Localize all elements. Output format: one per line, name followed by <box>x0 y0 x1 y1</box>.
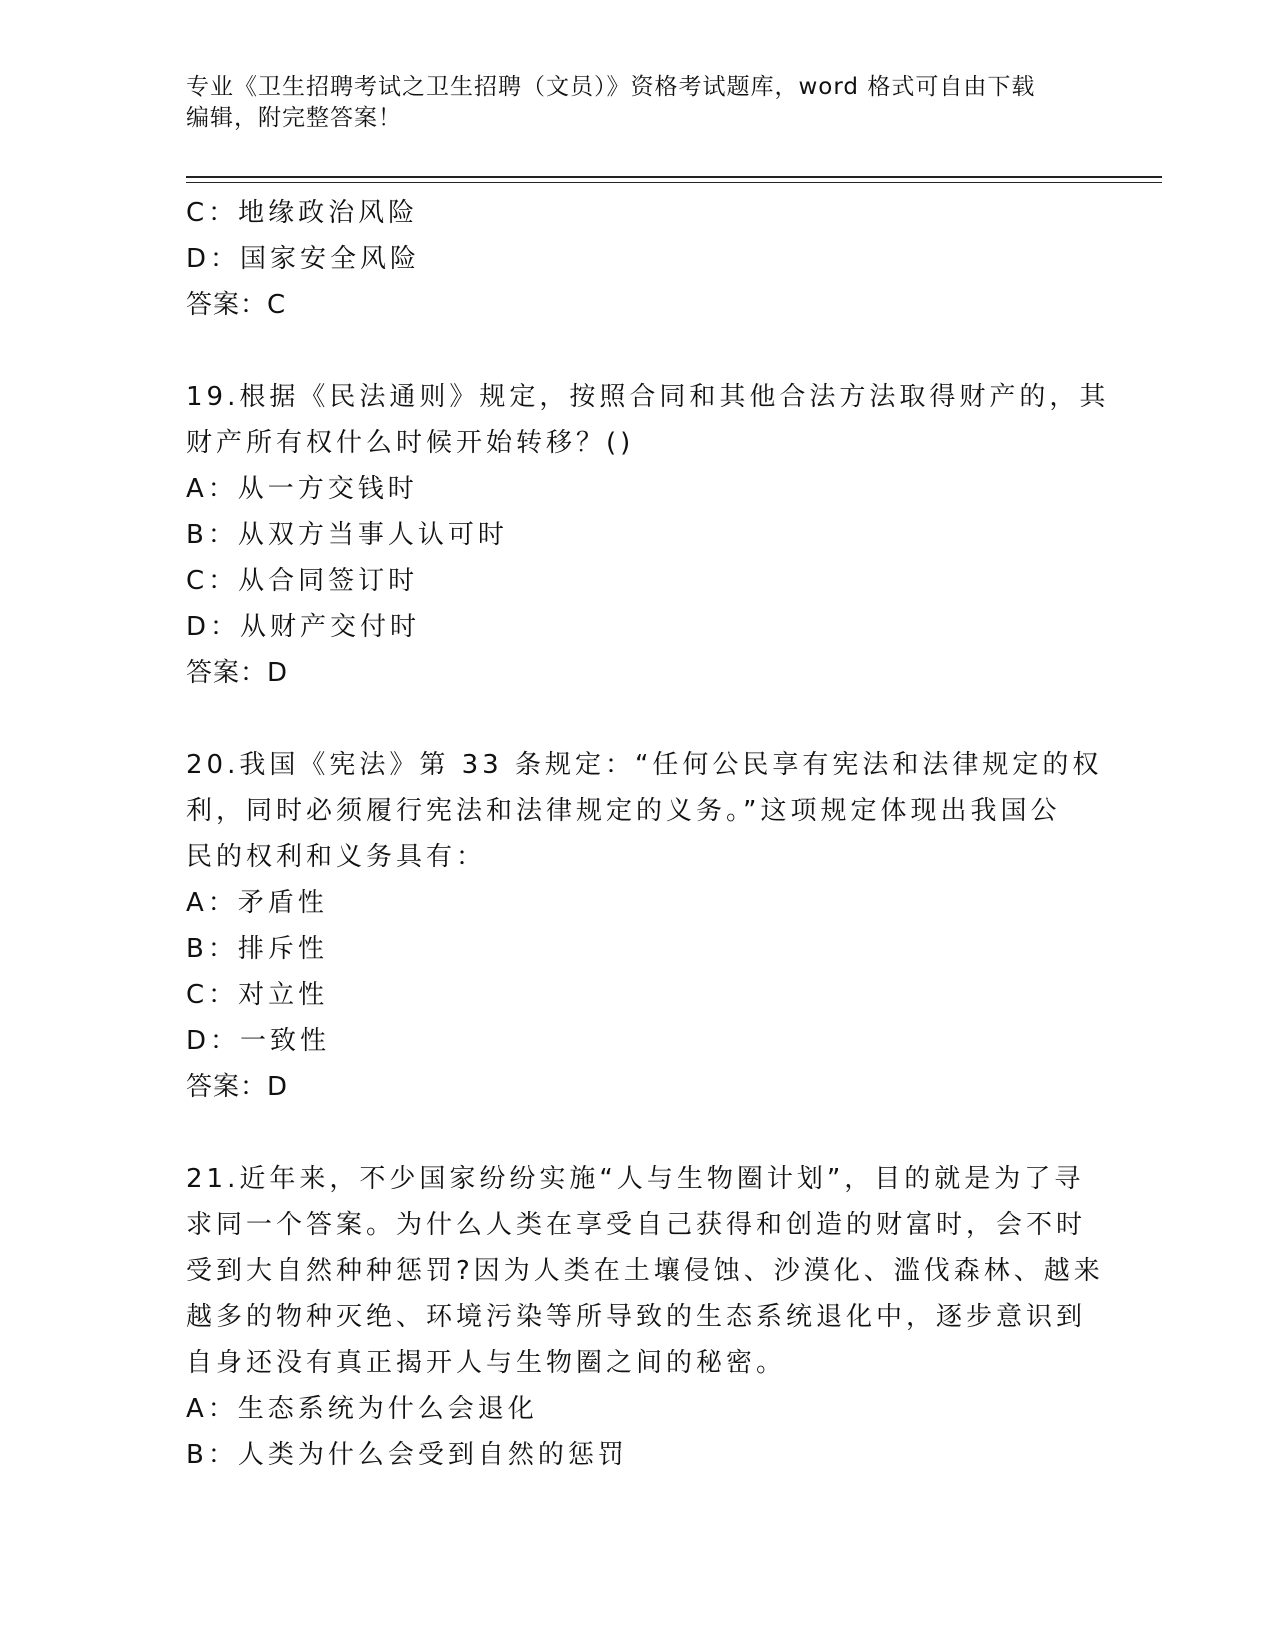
question-text-line: 利，同时必须履行宪法和法律规定的义务。”这项规定体现出我国公 <box>186 796 1061 826</box>
answer-line: 答案：C <box>186 290 287 320</box>
answer-line: 答案：D <box>186 658 289 688</box>
option-a: A：生态系统为什么会退化 <box>186 1394 538 1424</box>
question-21 <box>186 1156 1104 1478</box>
option-b: B：人类为什么会受到自然的惩罚 <box>186 1440 628 1470</box>
option-d: D：一致性 <box>186 1026 331 1056</box>
question-text-line: 民的权利和义务具有： <box>186 842 487 872</box>
header-line-2: 编辑，附完整答案！ <box>186 105 402 131</box>
question-text-line: 受到大自然种种惩罚?因为人类在土壤侵蚀、沙漠化、滥伐森林、越来 <box>186 1256 1104 1286</box>
question-20 <box>186 742 1103 1110</box>
option-a: A：从一方交钱时 <box>186 474 418 504</box>
option-c: C：地缘政治风险 <box>186 198 419 228</box>
spacer <box>186 328 1086 374</box>
answer-line: 答案：D <box>186 1072 289 1102</box>
question-text-line: 越多的物种灭绝、环境污染等所导致的生态系统退化中，逐步意识到 <box>186 1302 1087 1332</box>
question-text-line: 21.近年来，不少国家纷纷实施“人与生物圈计划”，目的就是为了寻 <box>186 1164 1085 1194</box>
question-text-line: 财产所有权什么时候开始转移？() <box>186 428 635 458</box>
spacer <box>186 1110 1086 1156</box>
question-text-line: 20.我国《宪法》第 33 条规定：“任何公民享有宪法和法律规定的权 <box>186 750 1103 780</box>
option-a: A：矛盾性 <box>186 888 328 918</box>
document-header <box>186 72 1066 134</box>
option-b: B：从双方当事人认可时 <box>186 520 508 550</box>
option-c: C：对立性 <box>186 980 329 1010</box>
header-line-1: 专业《卫生招聘考试之卫生招聘（文员）》资格考试题库，word 格式可自由下载 <box>186 74 1036 100</box>
question-text-line: 19.根据《民法通则》规定，按照合同和其他合法方法取得财产的，其 <box>186 382 1110 412</box>
header-divider-thick <box>186 176 1162 178</box>
question-content <box>186 190 1110 1478</box>
question-19 <box>186 374 1110 696</box>
option-b: B：排斥性 <box>186 934 328 964</box>
option-d: D：从财产交付时 <box>186 612 421 642</box>
question-text-line: 求同一个答案。为什么人类在享受自己获得和创造的财富时，会不时 <box>186 1210 1087 1240</box>
option-c: C：从合同签订时 <box>186 566 419 596</box>
question-text-line: 自身还没有真正揭开人与生物圈之间的秘密。 <box>186 1348 787 1378</box>
previous-question-tail <box>186 190 1086 328</box>
header-divider-thin <box>186 182 1162 183</box>
option-d: D：国家安全风险 <box>186 244 421 274</box>
spacer <box>186 696 1086 742</box>
